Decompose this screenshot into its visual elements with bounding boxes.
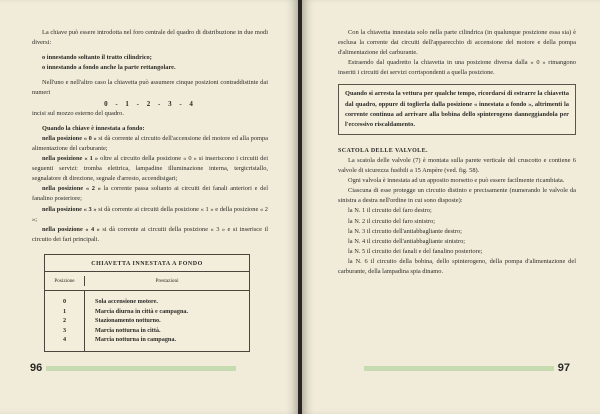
- fuse-item: la N. 6 il circuito della bobina, dello spinterogeno, della pompa d'alimentazione del carburante, della lampadina spia dinamo.: [338, 257, 576, 275]
- paragraph: Estraendo dal quadretto la chiavetta in una posizione diversa dalla « 0 » rimangono inseriti i circuiti dei servizi corrispondenti a quella posizione.: [338, 59, 576, 77]
- position-digits: 0 - 1 - 2 - 3 - 4: [104, 99, 196, 108]
- table-row: [45, 307, 249, 317]
- section-heading: Quando la chiave è innestata a fondo:: [42, 124, 145, 132]
- paragraph: La scatola delle valvole (7) è montata sulla parete verticale del cruscotto e contiene 6 valvole di sicurezza fusibili a 15 Ampère (ved. fig. 58).: [338, 156, 576, 175]
- left-page-text: [32, 28, 268, 352]
- table-row: [45, 326, 249, 336]
- paragraph: Ogni valvola è innestata ad un apposito morsetto e può essere facilmente ricambiata.: [348, 177, 565, 185]
- footer-bar: [46, 366, 236, 371]
- position-paragraph: [32, 205, 268, 225]
- column-header-functions: Prestazioni: [155, 277, 179, 284]
- table-cell-description: Marcia notturna in città.: [95, 326, 161, 334]
- position-text: si dà corrente al circuito dell'accensione del motore ed alla pompa alimentazione del carburante;: [32, 134, 268, 152]
- table-row: [45, 335, 249, 345]
- column-header-position: Posizione: [45, 276, 85, 286]
- paragraph: La chiave può essere introdotta nel foro centrale del quadro di distribuzione in due modi diversi:: [32, 29, 268, 47]
- paragraph: Nell'uno e nell'altro caso la chiavetta può assumere cinque posizioni contraddistinte dai numeri: [32, 79, 268, 97]
- right-page-text: [338, 28, 576, 277]
- right-page: [302, 0, 600, 414]
- table-cell-position: 4: [45, 335, 85, 345]
- table-cell-description: Marcia diurna in città e campagna.: [95, 307, 189, 315]
- table-cell-description: Marcia notturna in campagna.: [95, 336, 177, 344]
- page-number: 97: [557, 362, 570, 374]
- position-label: nella posizione « 0 »: [42, 134, 97, 142]
- table-cell-position: 1: [45, 307, 85, 317]
- position-label: nella posizione « 3 »: [42, 205, 97, 213]
- fuse-item: la N. 5 il circuito dei fanali e del fanalino posteriore;: [348, 247, 483, 255]
- table-cell-position: 0: [45, 297, 85, 307]
- left-page: [0, 0, 298, 414]
- paragraph: Con la chiavetta innestata solo nella parte cilindrica (in qualunque posizione essa sia) è esclusa la corrente dai circuiti dell'apparecchio di accensione del motore e della pompa d'alimentazione del carburante.: [338, 29, 576, 57]
- page-number: 96: [30, 362, 43, 374]
- fuse-item: la N. 2 il circuito del faro sinistro;: [348, 217, 435, 225]
- fuse-item: la N. 4 il circuito dell'antiabbagliante sinistro;: [348, 237, 466, 245]
- fuse-item: la N. 3 il circuito dell'antiabbagliante destro;: [348, 227, 462, 235]
- table-header-row: [45, 272, 249, 291]
- position-label: nella posizione « 2 »: [42, 185, 101, 193]
- table-cell-position: 2: [45, 316, 85, 326]
- positions-table: [44, 254, 250, 352]
- table-title: CHIAVETTA INNESTATA A FONDO: [45, 255, 249, 272]
- option-item: o innestando a fondo anche la parte rettangolare.: [42, 64, 176, 72]
- left-page-footer: [30, 362, 240, 374]
- table-cell-description: Sola accensione motore.: [95, 298, 158, 306]
- position-paragraph: [32, 154, 268, 184]
- position-paragraph: [32, 225, 268, 245]
- fuse-item: la N. 1 il circuito del faro destro;: [348, 207, 432, 215]
- table-cell-description: Stazionamento notturno.: [95, 317, 161, 325]
- paragraph: incisi sul mozzo esterno del quadro.: [32, 109, 124, 117]
- position-paragraph: [32, 184, 268, 204]
- position-text: la corrente passa soltanto ai circuiti dei fanali anteriori e del fanalino posteriore;: [32, 185, 268, 203]
- right-page-footer: [360, 362, 570, 374]
- footer-bar: [364, 366, 554, 371]
- table-row: [45, 297, 249, 307]
- position-paragraph: [32, 134, 268, 154]
- option-item: o innestando soltanto il tratto cilindrico;: [42, 54, 152, 62]
- table-cell-position: 3: [45, 326, 85, 336]
- position-label: nella posizione « 4 »: [42, 225, 100, 233]
- section-title: SCATOLA DELLE VALVOLE.: [338, 147, 428, 154]
- paragraph: Ciascuna di esse protegge un circuito distinto e precisamente (numerando le valvole da sinistra a destra nell'ordine in cui sono disposte):: [338, 187, 576, 205]
- position-text: oltre al circuito della posizione « 0 » si inseriscono i circuiti dei seguenti servizi: tromba elettrica, lampadine illuminazione interna, tergicristallo, segnalatore di direzione, segnale d'arresto, accendisigari;: [32, 155, 268, 183]
- table-row: [45, 316, 249, 326]
- warning-box: Quando si arresta la vettura per qualche tempo, ricordarsi di estrarre la chiavetta dal quadro, oppure di toglierla dalla posizione « innestata a fondo », altrimenti la corrente continua ad arrivare alla bobina dello spinterogeno danneggiandola per l'eccessivo riscaldamento.: [338, 84, 576, 134]
- position-label: nella posizione « 1 »: [42, 155, 99, 163]
- position-text: si dà corrente ai circuiti della posizione « 1 » e della posizione « 2 »;: [32, 205, 268, 223]
- position-text: si dà corrente ai circuiti della posizione « 3 » e si inserisce il circuito dei fari principali.: [32, 225, 269, 243]
